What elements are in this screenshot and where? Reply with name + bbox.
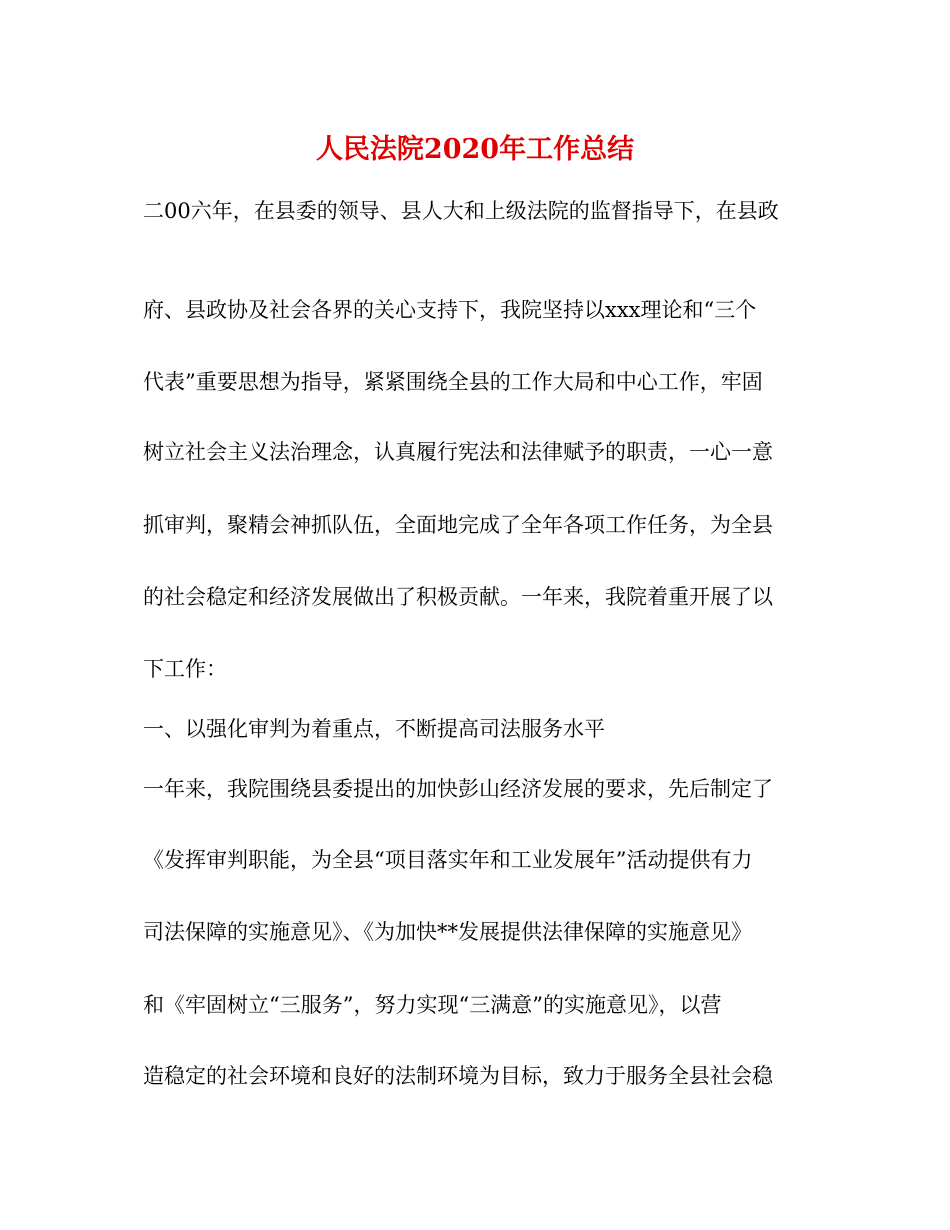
section-heading: 一、以强化审判为着重点，不断提高司法服务水平 [143,717,605,741]
body-line: 代表”重要思想为指导，紧紧围绕全县的工作大局和中心工作，牢固 [143,370,763,394]
body-line: 的社会稳定和经济发展做出了积极贡献。一年来，我院着重开展了以 [143,585,773,609]
body-line: 司法保障的实施意见》、《为加快**发展提供法律保障的实施意见》 [143,920,752,944]
body-line: 树立社会主义法治理念，认真履行宪法和法律赋予的职责，一心一意 [143,440,773,464]
body-line: 《发挥审判职能，为全县“项目落实年和工业发展年”活动提供有力 [143,848,753,872]
body-line: 和《牢固树立“三服务”，努力实现“三满意”的实施意见》，以营 [143,993,722,1017]
body-line: 一年来，我院围绕县委提出的加快彭山经济发展的要求，先后制定了 [143,777,773,801]
body-line: 抓审判，聚精会神抓队伍，全面地完成了全年各项工作任务，为全县 [143,513,773,537]
body-line: 下工作： [143,657,227,681]
body-line: 造稳定的社会环境和良好的法制环境为目标，致力于服务全县社会稳 [143,1064,773,1088]
body-line: 二00六年，在县委的领导、县人大和上级法院的监督指导下，在县政 [143,199,779,223]
body-line: 府、县政协及社会各界的关心支持下，我院坚持以xxx理论和“三个 [143,298,757,322]
document-title: 人民法院2020年工作总结 [315,134,635,165]
